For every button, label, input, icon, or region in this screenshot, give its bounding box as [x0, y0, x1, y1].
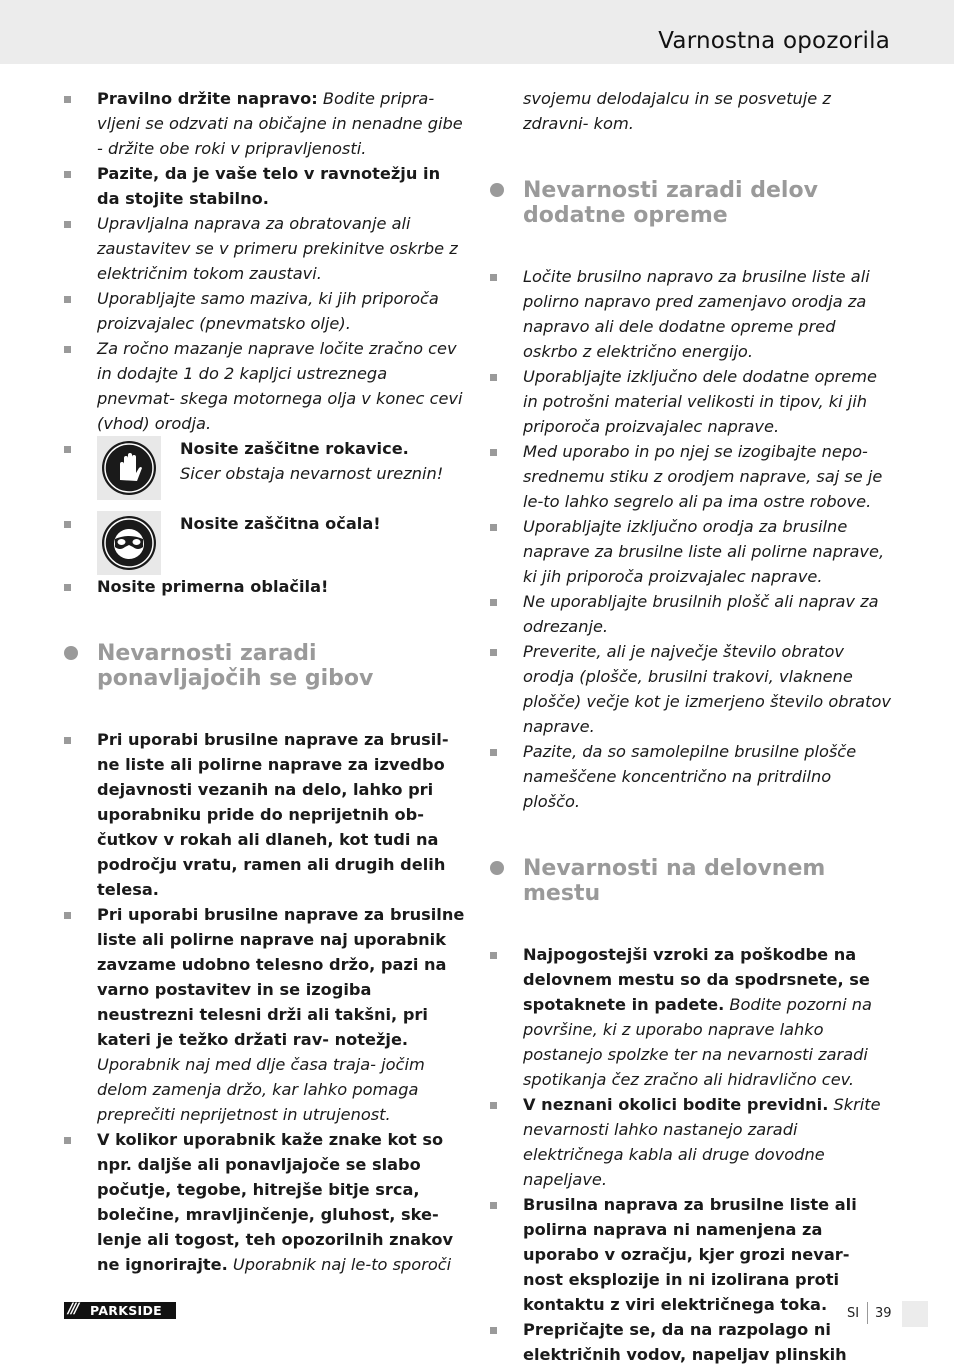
list-item: [488, 264, 892, 364]
item-italic: Uporabnik naj le-to sporoči: [227, 1255, 452, 1274]
bullet-square: [490, 374, 497, 381]
gloves-icon: [97, 436, 161, 500]
list-item: [62, 902, 466, 1127]
bullet-square: [64, 221, 71, 228]
list-item: [488, 589, 892, 639]
item-bold: V kolikor uporabnik kaže znake kot so npr. daljše ali ponavljajoče se slabo počutje, tegobe, hitrejše bitje srca, bolečine, mravljinčenje, gluhost, ske- lenje ali togost, teh opozorilnih znakov ne ignorirajte.: [97, 1130, 454, 1274]
bullet-square: [64, 1137, 71, 1144]
list-item: [488, 739, 892, 814]
item-italic: Bodite pripra- vljeni se odzvati na običajne in nenadne gibe - držite obe roki v pripravljenosti.: [97, 89, 463, 158]
bullet-dot: [490, 183, 504, 197]
item-italic: Ne uporabljajte brusilnih plošč ali naprav za odrezanje.: [523, 592, 879, 636]
gloves-title: Nosite zaščitne rokavice.: [180, 439, 409, 458]
list-item: [62, 211, 466, 286]
item-italic: Uporabljajte izključno orodja za brusilne naprave za brusilne liste ali polirne naprave, ki jih priporoča proizvajalec naprave.: [523, 517, 885, 586]
gloves-text: [180, 436, 470, 486]
list-item: [488, 639, 892, 739]
list-item: [62, 86, 466, 161]
item-bold: V neznani okolici bodite previdni.: [523, 1095, 829, 1114]
item-bold: Najpogostejši vzroki za poškodbe na delovnem mestu so da spodrsnete, se spotaknete in padete.: [523, 945, 870, 1014]
list-item: [488, 1317, 892, 1367]
list-item: [488, 1092, 892, 1192]
list-item: [488, 364, 892, 439]
bullet-square: [64, 296, 71, 303]
logo-slashes-icon: ///: [68, 1301, 78, 1317]
item-italic: Uporabljajte izključno dele dodatne opreme in potrošni material velikosti in tipov, ki jih priporoča proizvajalec naprave.: [523, 367, 878, 436]
bullet-square: [64, 912, 71, 919]
item-bold: Pri uporabi brusilne naprave za brusilne liste ali polirne naprave naj uporabnik zavzame udobno telesno držo, pazi na varno postavitev in se izogiba neustrezni telesni drži ali takšni, pri kateri je težko držati rav- notežje.: [97, 905, 465, 1049]
bullet-square: [64, 346, 71, 353]
bullet-square: [490, 1327, 497, 1334]
logo-text: PARKSIDE: [90, 1303, 162, 1318]
right-column: [488, 86, 892, 1367]
goggles-title: Nosite zaščitna očala!: [180, 514, 381, 533]
footer-divider: [867, 1302, 868, 1324]
item-italic: Uporabnik naj med dlje časa traja- jočim delom zamenja držo, kar lahko pomaga preprečiti neprijetnost in utrujenost.: [97, 1055, 425, 1124]
list-item: [488, 514, 892, 589]
continuation-text: svojemu delodajalcu in se posvetuje z zdravni- kom.: [523, 89, 831, 133]
item-bold: Nosite primerna oblačila!: [97, 577, 329, 596]
parkside-logo: [64, 1302, 176, 1319]
bullet-square: [490, 1102, 497, 1109]
language-code: SI: [847, 1306, 860, 1321]
section-heading-text: Nevarnosti zaradi delov dodatne opreme: [523, 178, 818, 228]
list-item: [62, 1127, 466, 1277]
item-bold: Pazite, da je vaše telo v ravnotežju in da stojite stabilno.: [97, 164, 441, 208]
gloves-item: [62, 436, 466, 511]
section-heading-text: Nevarnosti zaradi ponavljajočih se gibov: [97, 641, 374, 691]
section-heading: [488, 856, 892, 906]
bullet-square: [490, 1202, 497, 1209]
item-bold: Pravilno držite napravo:: [97, 89, 318, 108]
bullet-square: [64, 171, 71, 178]
bullet-square: [64, 521, 71, 528]
page-number: 39: [875, 1306, 892, 1321]
bullet-square: [490, 599, 497, 606]
list-item: [488, 942, 892, 1092]
item-italic: Ločite brusilno napravo za brusilne liste ali polirno napravo pred zamenjavo orodja za napravo ali dele dodatne opreme pred oskrbo z električno energijo.: [523, 267, 870, 361]
bullet-square: [64, 96, 71, 103]
item-italic: Pazite, da so samolepilne brusilne plošče nameščene koncentrično na pritrdilno ploščo.: [523, 742, 857, 811]
list-item: [62, 161, 466, 211]
list-item: [62, 336, 466, 436]
item-italic: Preverite, ali je največje število obratov orodja (plošče, brusilni trakovi, vlaknene plošče) večje kot je izmerjeno število obratov naprave.: [523, 642, 891, 736]
section-heading: [488, 178, 892, 228]
list-item: [488, 1192, 892, 1317]
bullet-square: [490, 952, 497, 959]
bullet-square: [490, 749, 497, 756]
item-italic: Bodite pozorni na površine, ki z uporabo naprave lahko postanejo spolzke ter na nevarnosti zaradi spotikanja čez zračno ali hidravlično cev.: [523, 995, 872, 1089]
page-tab: [902, 1301, 928, 1327]
left-column: [62, 86, 466, 1277]
list-item: [62, 574, 466, 599]
section-heading: [62, 641, 466, 691]
item-italic: Za ročno mazanje naprave ločite zračno cev in dodajte 1 do 2 kapljci ustreznega pnevmat- skega motornega olja v konec cevi (vhod) orodja.: [97, 339, 463, 433]
bullet-square: [64, 446, 71, 453]
item-bold: Brusilna naprava za brusilne liste ali polirna naprava ni namenjena za uporabo v ozračju, kjer grozi nevar- nost eksplozije in ni izolirana proti kontaktu z viri električnega toka.: [523, 1195, 857, 1314]
page-title: Varnostna opozorila: [658, 28, 890, 54]
item-bold: Prepričajte se, da na razpolago ni električnih vodov, napeljav plinskih: [523, 1320, 847, 1364]
bullet-square: [490, 449, 497, 456]
gloves-warning: Sicer obstaja nevarnost ureznin!: [180, 464, 444, 483]
goggles-text: [180, 511, 470, 536]
section-heading-text: Nevarnosti na delovnem mestu: [523, 856, 826, 906]
item-italic: Uporabljajte samo maziva, ki jih priporoča proizvajalec (pnevmatsko olje).: [97, 289, 439, 333]
bullet-square: [490, 649, 497, 656]
item-italic: Upravljalna naprava za obratovanje ali zaustavitev se v primeru prekinitve oskrbe z električnim tokom zaustavi.: [97, 214, 458, 283]
item-bold: Pri uporabi brusilne naprave za brusil- ne liste ali polirne naprave za izvedbo dejavnosti vezanih na delo, lahko pri uporabniku pride do neprijetnih ob- čutkov v rokah ali dlaneh, kot tudi na področju vratu, ramen ali drugih delih telesa.: [97, 730, 449, 899]
bullet-square: [490, 274, 497, 281]
item-italic: Skrite nevarnosti lahko nastanejo zaradi električnega kabla ali druge dovodne napeljave.: [523, 1095, 881, 1189]
bullet-square: [490, 524, 497, 531]
list-item: [62, 286, 466, 336]
item-italic: Med uporabo in po njej se izogibajte nepo- srednemu stiku z orodjem naprave, saj se je le-to lahko segrelo ali pa ima ostre robove.: [523, 442, 883, 511]
bullet-dot: [64, 646, 78, 660]
list-item: [488, 439, 892, 514]
list-item: [62, 727, 466, 902]
bullet-square: [64, 584, 71, 591]
bullet-dot: [490, 861, 504, 875]
goggles-icon: [97, 511, 161, 575]
bullet-square: [64, 737, 71, 744]
